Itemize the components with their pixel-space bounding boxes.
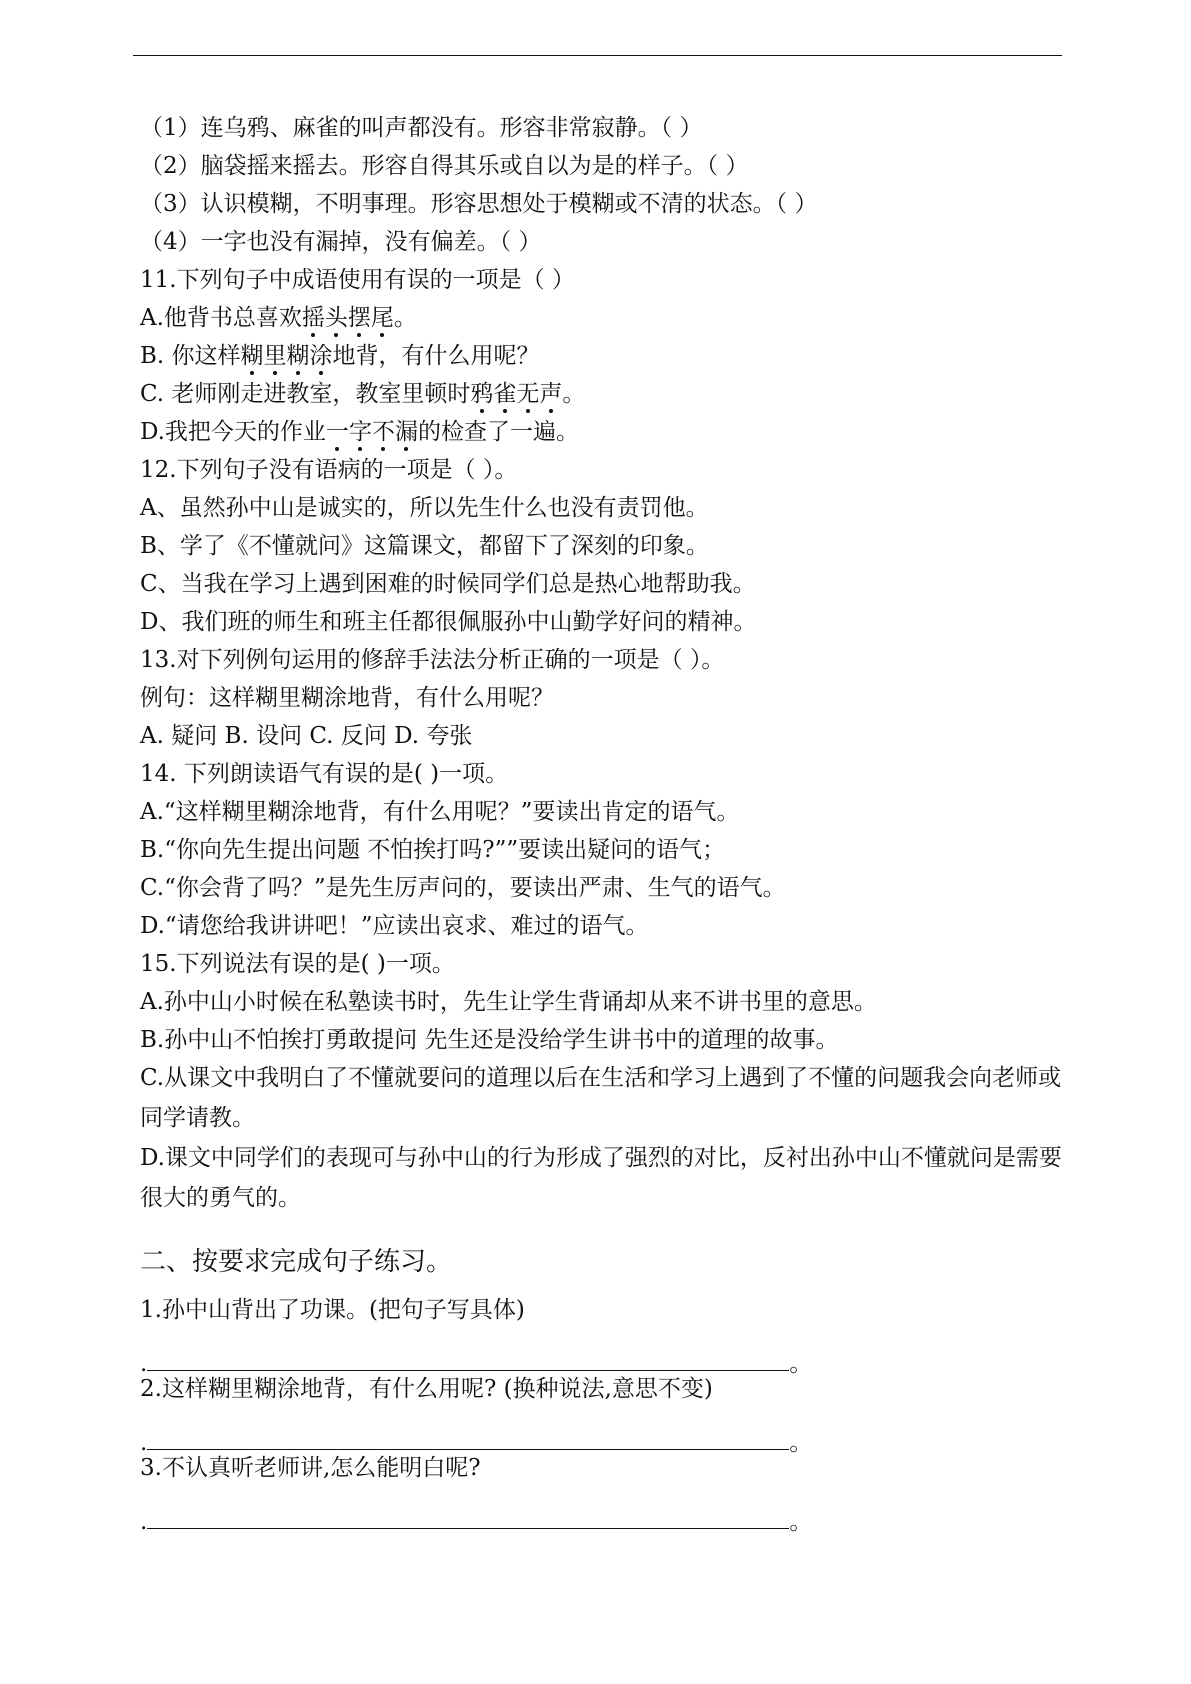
question-11-option-b: B. 你这样糊里糊涂地背，有什么用呢？ xyxy=(140,343,540,369)
section-title: 二、按要求完成句子练习。 xyxy=(140,1247,453,1277)
question-12-option-b: B、学了《不懂就问》这篇课文，都留下了深刻的印象。 xyxy=(140,533,709,559)
question-12-stem: 12.下列句子没有语病的一项是（ ）。 xyxy=(140,457,518,483)
question-14-option-a: A.“这样糊里糊涂地背，有什么用呢？”要读出肯定的语气。 xyxy=(140,799,740,825)
question-13-options: A. 疑问 B. 设问 C. 反问 D. 夸张 xyxy=(140,723,473,749)
exercise-3-answer-line[interactable]: . 。 xyxy=(140,1503,812,1536)
answer-blank[interactable] xyxy=(147,1425,789,1450)
question-14-option-d: D.“请您给我讲讲吧！”应读出哀求、难过的语气。 xyxy=(140,913,649,939)
question-13-example: 例句：这样糊里糊涂地背，有什么用呢？ xyxy=(140,685,554,711)
exercise-3-prompt: 3.不认真听老师讲,怎么能明白呢? xyxy=(140,1455,481,1481)
answer-blank[interactable] xyxy=(147,1504,789,1529)
question-15-stem: 15.下列说法有误的是( )一项。 xyxy=(140,951,455,977)
question-12-option-c: C、当我在学习上遇到困难的时候同学们总是热心地帮助我。 xyxy=(140,571,756,597)
question-15-option-b: B.孙中山不怕挨打勇敢提问 先生还是没给学生讲书中的道理的故事。 xyxy=(140,1027,839,1053)
definition-item: （4）一字也没有漏掉，没有偏差。（ ） xyxy=(140,229,542,255)
exercise-2-answer-line[interactable]: . 。 xyxy=(140,1424,812,1457)
question-15-option-d: D.课文中同学们的表现可与孙中山的行为形成了强烈的对比，反衬出孙中山不懂就问是需要很大的勇气的。 xyxy=(140,1145,1062,1211)
definition-item: （2）脑袋摇来摇去。形容自得其乐或自以为是的样子。（ ） xyxy=(140,153,749,179)
question-11-option-a: A.他背书总喜欢摇头摆尾。 xyxy=(140,305,417,331)
exercise-1-prompt: 1.孙中山背出了功课。(把句子写具体) xyxy=(140,1297,525,1323)
question-14-option-b: B.“你向先生提出问题 不怕挨打吗?””要读出疑问的语气； xyxy=(140,837,726,863)
question-15-option-c: C.从课文中我明白了不懂就要问的道理以后在生活和学习上遇到了不懂的问题我会向老师或同学请教。 xyxy=(140,1065,1062,1131)
question-11-stem: 11.下列句子中成语使用有误的一项是（ ） xyxy=(140,267,575,293)
question-14-stem: 14. 下列朗读语气有误的是( )一项。 xyxy=(140,761,509,787)
definition-item: （1）连乌鸦、麻雀的叫声都没有。形容非常寂静。（ ） xyxy=(140,115,703,141)
question-12-option-d: D、我们班的师生和班主任都很佩服孙中山勤学好问的精神。 xyxy=(140,609,757,635)
exercise-1-answer-line[interactable]: . 。 xyxy=(140,1345,812,1378)
question-12-option-a: A、虽然孙中山是诚实的，所以先生什么也没有责罚他。 xyxy=(140,495,709,521)
question-14-option-c: C.“你会背了吗？”是先生厉声问的，要读出严肃、生气的语气。 xyxy=(140,875,786,901)
question-11-option-c: C. 老师刚走进教室，教室里顿时鸦雀无声。 xyxy=(140,381,586,407)
header-rule xyxy=(133,55,1062,56)
question-13-stem: 13.对下列例句运用的修辞手法法分析正确的一项是（ ）。 xyxy=(140,647,725,673)
question-11-option-d: D.我把今天的作业一字不漏的检查了一遍。 xyxy=(140,419,579,445)
definition-item: （3）认识模糊，不明事理。形容思想处于模糊或不清的状态。（ ） xyxy=(140,191,818,217)
exercise-2-prompt: 2.这样糊里糊涂地背，有什么用呢? (换种说法,意思不变) xyxy=(140,1376,713,1402)
question-15-option-a: A.孙中山小时候在私塾读书时，先生让学生背诵却从来不讲书里的意思。 xyxy=(140,989,877,1015)
answer-blank[interactable] xyxy=(147,1346,789,1371)
